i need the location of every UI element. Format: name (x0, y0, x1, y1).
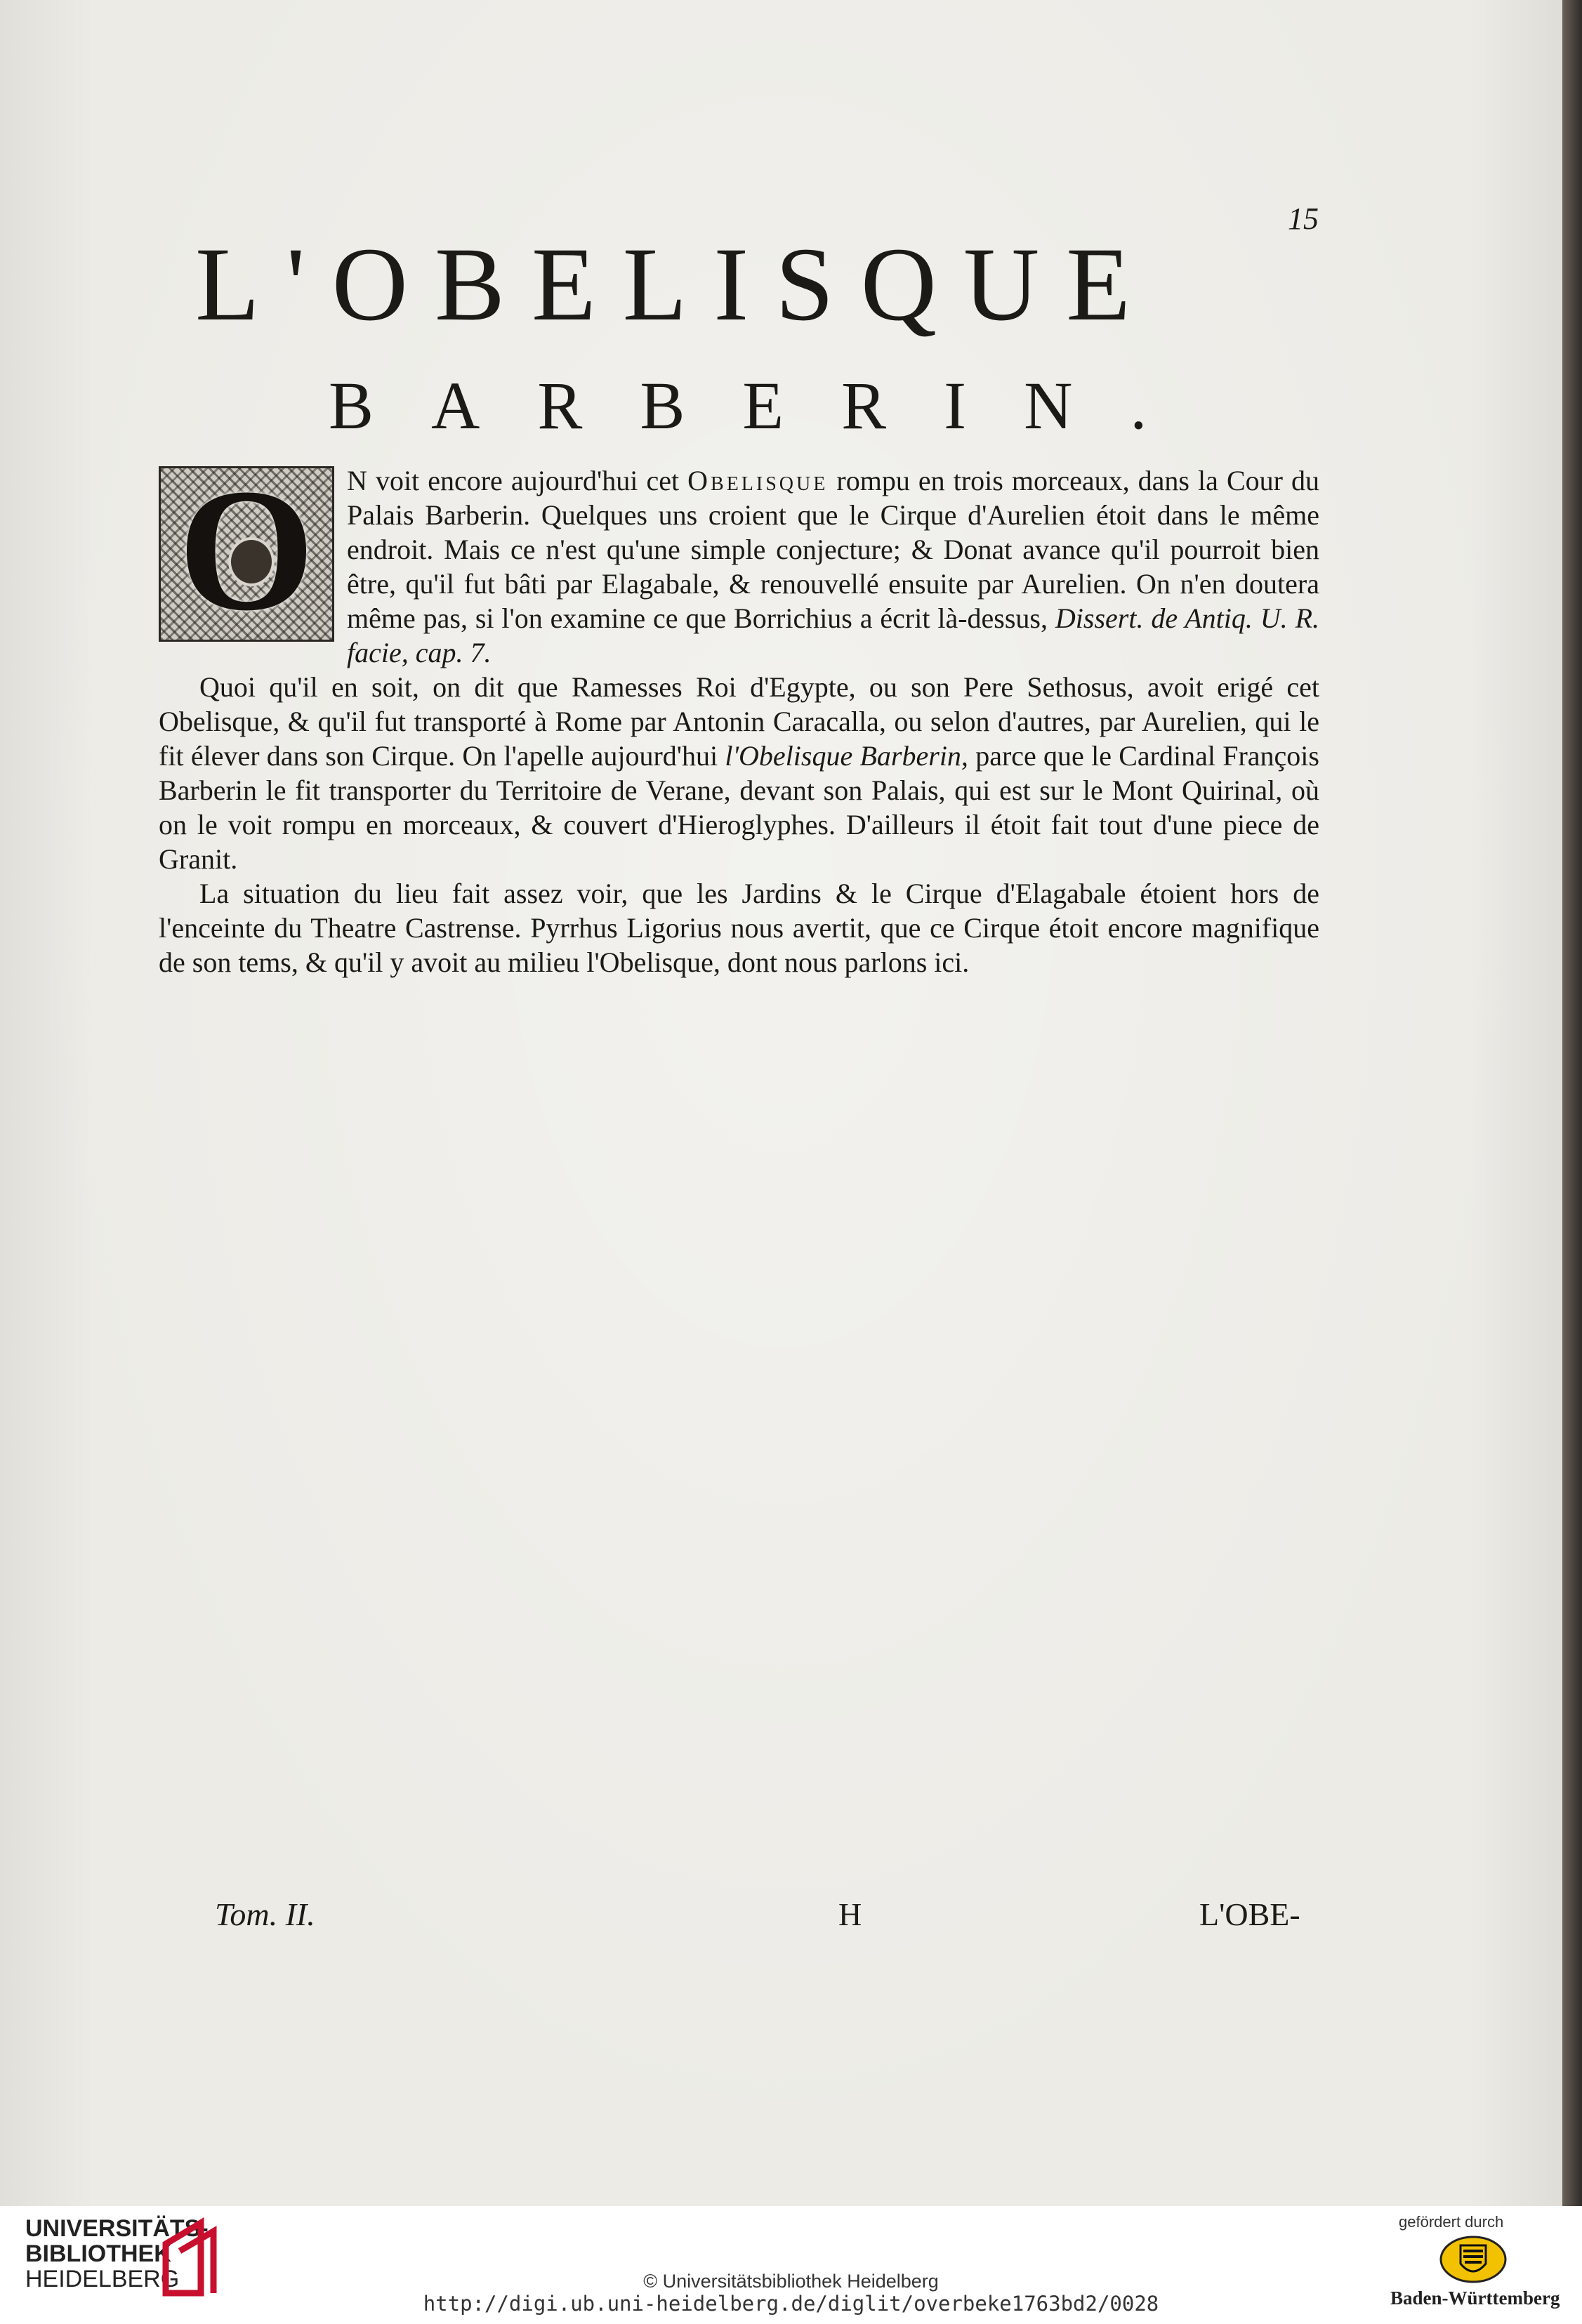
funder-name: Baden-Württemberg (1390, 2287, 1560, 2309)
body-text (159, 453, 1319, 979)
page-title: L'OBELISQUE (195, 226, 1157, 343)
catchword: L'OBE- (1199, 1896, 1300, 1932)
initial-letter: O (178, 453, 315, 647)
library-name-line-3: HEIDELBERG (25, 2266, 180, 2292)
paragraph-1 (159, 453, 1319, 670)
paragraph-1-citation: Dissert. de Antiq. U. R. facie, cap. 7. (347, 602, 1319, 668)
library-name-line-2: BIBLIOTHEK (25, 2240, 171, 2267)
paragraph-3: La situation du lieu fait assez voir, que les Jardins & le Cirque d'Elagabale étoient hors de l'enceinte du Theatre Castrense. Pyrrhus Ligorius nous avertit, que ce Cirque étoit encore magnifique de son tems, & qu'il y avoit au milieu l'Obelisque, dont nous parlons ici. (159, 878, 1319, 978)
paragraph-1-rest: rompu en trois morceaux, dans la Cour du Palais Barberin. Quelques uns croient que le Cirque d'Aurelien étoit dans le même endroit. Mais ce n'est qu'une simple conjecture; & Donat avance qu'il pourroit bien être, qu'il fut bâti par Elagabale, & renouvellé ensuite par Aurelien. On n'en doutera même pas, si l'on examine ce que Borrichius a écrit là-dessus, (347, 465, 1319, 634)
paragraph-1-smallcaps: Obelisque (687, 465, 829, 496)
paragraph-1-lead: N voit encore aujourd'hui cet (347, 465, 688, 496)
funder-label: gefördert durch (1399, 2213, 1504, 2231)
signature-mark: H (838, 1896, 862, 1932)
paragraph-2-lead: Quoi qu'il en soit, on dit que Ramesses Roi d'Egypte, ou son Pere Sethosus, avoit erigé cet Obelisque, & qu'il fut transporté à Rome par Antonin Caracalla, ou selon d'autres, par Aurelien, qui le fit élever dans son Cirque. On l'apelle aujourd'hui (159, 671, 1319, 772)
paragraph-2-rest: parce que le Cardinal François Barberin le fit transporter du Territoire de Verane, devant son Palais, qui est sur le Mont Quirinal, où on le voit rompu en morceaux, & couvert d'Hieroglyphes. D'ailleurs il étoit fait tout d'une piece de Granit. (159, 740, 1319, 875)
decorated-initial-icon (159, 453, 334, 647)
library-name-line-1: UNIVERSITÄTS- (25, 2215, 209, 2242)
bottom-bar (0, 2206, 1582, 2324)
page-number: 15 (1288, 202, 1319, 236)
volume-label: Tom. II. (215, 1896, 315, 1932)
copyright-notice: © Universitätsbibliothek Heidelberg (643, 2271, 939, 2292)
baden-wuerttemberg-crest-icon[interactable] (1439, 2236, 1507, 2283)
permalink-url[interactable]: http://digi.ub.uni-heidelberg.de/diglit/overbeke1763bd2/0028 (423, 2292, 1159, 2316)
page-subtitle: BARBERIN. (329, 368, 1205, 443)
page-edge-shadow (1562, 0, 1582, 2206)
paragraph-2-italic: l'Obelisque Barberin, (725, 740, 968, 772)
paragraph-2 (159, 670, 1319, 876)
